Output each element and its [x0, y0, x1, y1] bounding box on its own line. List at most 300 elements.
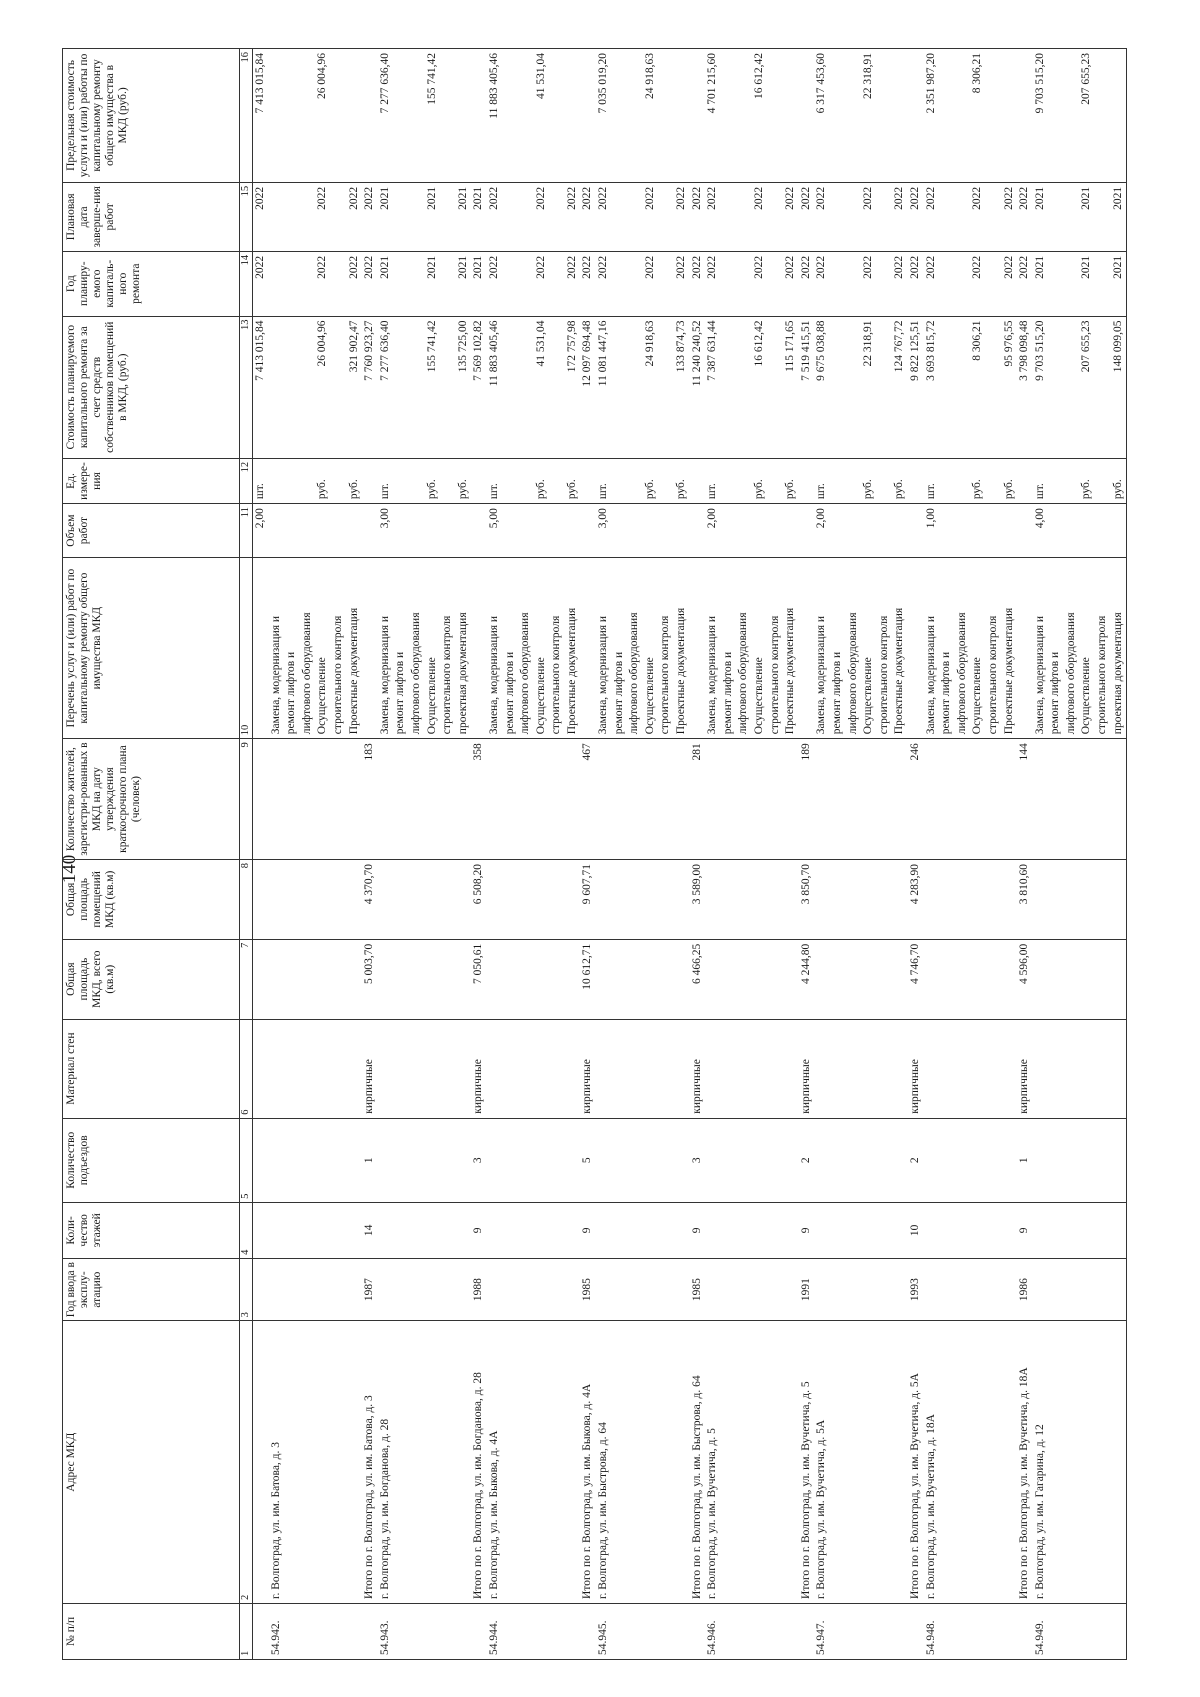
- volume-cell: [612, 504, 628, 558]
- col-number: 12: [240, 458, 253, 503]
- work-item-cell: Замена, модернизация и: [705, 558, 721, 739]
- completion-date-cell: [939, 182, 955, 251]
- unit-cell: [986, 458, 1002, 503]
- total-area-cell: [1111, 939, 1127, 1019]
- row-number-cell: [1048, 1603, 1064, 1659]
- total-area-cell: [456, 939, 472, 1019]
- entrances-cell: [814, 1118, 830, 1202]
- premises-area-cell: [627, 859, 643, 939]
- row-number-cell: [690, 1603, 706, 1659]
- total-area-cell: [487, 939, 503, 1019]
- volume-cell: 2,00: [814, 504, 830, 558]
- premises-area-cell: [612, 859, 628, 939]
- wall-material-cell: [393, 1019, 409, 1118]
- repair-year-cell: [955, 251, 971, 316]
- address-cell: г. Волгоград, ул. им. Богданова, д. 28: [378, 1321, 394, 1604]
- floors-cell: [331, 1202, 347, 1258]
- year-built-cell: [658, 1258, 674, 1321]
- cost-cell: 3 693 815,72: [924, 316, 940, 458]
- premises-area-cell: [658, 859, 674, 939]
- year-built-cell: 1986: [1017, 1258, 1033, 1321]
- entrances-cell: [1002, 1118, 1018, 1202]
- work-item-cell: строительного контроля: [549, 558, 565, 739]
- floors-cell: 9: [799, 1202, 815, 1258]
- row-number-cell: [440, 1603, 456, 1659]
- completion-date-cell: [300, 182, 316, 251]
- completion-date-cell: 2022: [674, 182, 690, 251]
- total-area-cell: [830, 939, 846, 1019]
- cost-cell: [768, 316, 784, 458]
- table-row: [284, 49, 300, 1660]
- work-item-cell: Осуществление: [861, 558, 877, 739]
- wall-material-cell: [643, 1019, 659, 1118]
- unit-cell: руб.: [1079, 458, 1095, 503]
- completion-date-cell: [955, 182, 971, 251]
- cost-cell: [269, 316, 285, 458]
- premises-area-cell: [705, 859, 721, 939]
- address-cell: [1002, 1321, 1018, 1604]
- completion-date-cell: 2022: [565, 182, 581, 251]
- wall-material-cell: [596, 1019, 612, 1118]
- work-item-cell: Осуществление: [970, 558, 986, 739]
- volume-cell: [1095, 504, 1111, 558]
- year-built-cell: [565, 1258, 581, 1321]
- max-cost-cell: [362, 49, 378, 183]
- row-number-cell: [970, 1603, 986, 1659]
- premises-area-cell: 4 370,70: [362, 859, 378, 939]
- entrances-cell: [1079, 1118, 1095, 1202]
- repair-year-cell: 2021: [456, 251, 472, 316]
- entrances-cell: [534, 1118, 550, 1202]
- premises-area-cell: [284, 859, 300, 939]
- repair-year-cell: [846, 251, 862, 316]
- table-row: [315, 49, 331, 1660]
- residents-cell: [877, 739, 893, 860]
- residents-cell: [331, 739, 347, 860]
- total-area-cell: [861, 939, 877, 1019]
- table-row: [347, 49, 363, 1660]
- max-cost-cell: [939, 49, 955, 183]
- entrances-cell: [456, 1118, 472, 1202]
- repair-year-cell: 2022: [674, 251, 690, 316]
- wall-material-cell: [425, 1019, 441, 1118]
- max-cost-cell: 26 004,96: [315, 49, 331, 183]
- volume-cell: [284, 504, 300, 558]
- col-number: 5: [240, 1118, 253, 1202]
- premises-area-cell: [503, 859, 519, 939]
- floors-cell: [736, 1202, 752, 1258]
- work-item-cell: строительного контроля: [986, 558, 1002, 739]
- entrances-cell: [1064, 1118, 1080, 1202]
- max-cost-cell: [503, 49, 519, 183]
- entrances-cell: 2: [799, 1118, 815, 1202]
- volume-cell: 3,00: [378, 504, 394, 558]
- entrances-cell: 3: [471, 1118, 487, 1202]
- col-number: 10: [240, 558, 253, 739]
- wall-material-cell: [1048, 1019, 1064, 1118]
- address-cell: г. Волгоград, ул. им. Вучетича, д. 5А: [814, 1321, 830, 1604]
- col-header-residents: Количество жителей, зарегистри-рованных в МКД на дату утверждения краткосрочного плана (человек): [63, 739, 240, 860]
- address-cell: Итого по г. Волгоград, ул. им. Вучетича, д. 18А: [1017, 1321, 1033, 1604]
- residents-cell: [1095, 739, 1111, 860]
- wall-material-cell: [814, 1019, 830, 1118]
- entrances-cell: [253, 1118, 269, 1202]
- volume-cell: 5,00: [487, 504, 503, 558]
- address-cell: [846, 1321, 862, 1604]
- wall-material-cell: [924, 1019, 940, 1118]
- repair-year-cell: 2022: [705, 251, 721, 316]
- unit-cell: руб.: [565, 458, 581, 503]
- wall-material-cell: [736, 1019, 752, 1118]
- floors-cell: [955, 1202, 971, 1258]
- wall-material-cell: [1079, 1019, 1095, 1118]
- premises-area-cell: [1002, 859, 1018, 939]
- cost-cell: [1048, 316, 1064, 458]
- residents-cell: [253, 739, 269, 860]
- address-cell: [456, 1321, 472, 1604]
- total-area-cell: [846, 939, 862, 1019]
- work-item-cell: Замена, модернизация и: [269, 558, 285, 739]
- premises-area-cell: [986, 859, 1002, 939]
- entrances-cell: [783, 1118, 799, 1202]
- premises-area-cell: [768, 859, 784, 939]
- wall-material-cell: [627, 1019, 643, 1118]
- completion-date-cell: [986, 182, 1002, 251]
- row-number-cell: [1002, 1603, 1018, 1659]
- work-item-cell: строительного контроля: [658, 558, 674, 739]
- floors-cell: [1048, 1202, 1064, 1258]
- repair-year-cell: 2022: [892, 251, 908, 316]
- address-cell: [534, 1321, 550, 1604]
- col-header-volume: Объем работ: [63, 504, 240, 558]
- max-cost-cell: 9 703 515,20: [1033, 49, 1049, 183]
- volume-cell: [565, 504, 581, 558]
- entrances-cell: [425, 1118, 441, 1202]
- max-cost-cell: [892, 49, 908, 183]
- table-row: [1033, 49, 1049, 1660]
- wall-material-cell: [674, 1019, 690, 1118]
- address-cell: [752, 1321, 768, 1604]
- total-area-cell: [1095, 939, 1111, 1019]
- row-number-cell: [347, 1603, 363, 1659]
- row-number-cell: [736, 1603, 752, 1659]
- total-area-cell: [892, 939, 908, 1019]
- floors-cell: [1111, 1202, 1127, 1258]
- cost-cell: 22 318,91: [861, 316, 877, 458]
- total-area-cell: [955, 939, 971, 1019]
- repair-year-cell: 2022: [565, 251, 581, 316]
- address-cell: Итого по г. Волгоград, ул. им. Вучетича, д. 5: [799, 1321, 815, 1604]
- repair-year-cell: [393, 251, 409, 316]
- year-built-cell: [814, 1258, 830, 1321]
- table-row: [1048, 49, 1064, 1660]
- floors-cell: [658, 1202, 674, 1258]
- table-row: [752, 49, 768, 1660]
- total-area-cell: [970, 939, 986, 1019]
- row-number-cell: 54.947.: [814, 1603, 830, 1659]
- cost-cell: 26 004,96: [315, 316, 331, 458]
- unit-cell: руб.: [892, 458, 908, 503]
- repair-year-cell: [331, 251, 347, 316]
- volume-cell: [393, 504, 409, 558]
- address-cell: [1064, 1321, 1080, 1604]
- work-item-cell: Замена, модернизация и: [378, 558, 394, 739]
- entrances-cell: [970, 1118, 986, 1202]
- max-cost-cell: [830, 49, 846, 183]
- floors-cell: [783, 1202, 799, 1258]
- floors-cell: [705, 1202, 721, 1258]
- volume-cell: [752, 504, 768, 558]
- wall-material-cell: [721, 1019, 737, 1118]
- year-built-cell: [1048, 1258, 1064, 1321]
- wall-material-cell: кирпичные: [799, 1019, 815, 1118]
- col-number: 6: [240, 1019, 253, 1118]
- row-number-cell: [861, 1603, 877, 1659]
- unit-cell: [908, 458, 924, 503]
- total-area-cell: [315, 939, 331, 1019]
- work-item-cell: [1017, 558, 1033, 739]
- address-cell: [347, 1321, 363, 1604]
- wall-material-cell: [939, 1019, 955, 1118]
- work-item-cell: [690, 558, 706, 739]
- year-built-cell: 1991: [799, 1258, 815, 1321]
- col-number: 2: [240, 1321, 253, 1604]
- max-cost-cell: [674, 49, 690, 183]
- volume-cell: [362, 504, 378, 558]
- max-cost-cell: [300, 49, 316, 183]
- residents-cell: 467: [580, 739, 596, 860]
- col-header-premises-area: Общая площадь помещений МКД (кв.м): [63, 859, 240, 939]
- year-built-cell: [892, 1258, 908, 1321]
- repair-year-cell: [658, 251, 674, 316]
- table-row: [300, 49, 316, 1660]
- year-built-cell: [456, 1258, 472, 1321]
- row-number-cell: [503, 1603, 519, 1659]
- wall-material-cell: [970, 1019, 986, 1118]
- unit-cell: руб.: [315, 458, 331, 503]
- row-number-cell: 54.949.: [1033, 1603, 1049, 1659]
- total-area-cell: [721, 939, 737, 1019]
- max-cost-cell: 7 035 019,20: [596, 49, 612, 183]
- row-number-cell: [471, 1603, 487, 1659]
- col-number: 14: [240, 251, 253, 316]
- max-cost-cell: [580, 49, 596, 183]
- repair-year-cell: 2022: [752, 251, 768, 316]
- volume-cell: [721, 504, 737, 558]
- unit-cell: [331, 458, 347, 503]
- unit-cell: [1017, 458, 1033, 503]
- address-cell: [955, 1321, 971, 1604]
- total-area-cell: [814, 939, 830, 1019]
- wall-material-cell: [612, 1019, 628, 1118]
- cost-cell: [300, 316, 316, 458]
- year-built-cell: [487, 1258, 503, 1321]
- premises-area-cell: [269, 859, 285, 939]
- table-row: [331, 49, 347, 1660]
- table-row: [814, 49, 830, 1660]
- year-built-cell: [409, 1258, 425, 1321]
- cost-cell: 11 081 447,16: [596, 316, 612, 458]
- row-number-cell: 54.942.: [269, 1603, 285, 1659]
- work-item-cell: ремонт лифтов и: [284, 558, 300, 739]
- entrances-cell: [393, 1118, 409, 1202]
- floors-cell: [627, 1202, 643, 1258]
- max-cost-cell: 2 351 987,20: [924, 49, 940, 183]
- premises-area-cell: [315, 859, 331, 939]
- entrances-cell: [830, 1118, 846, 1202]
- repair-year-cell: [612, 251, 628, 316]
- work-item-cell: ремонт лифтов и: [830, 558, 846, 739]
- premises-area-cell: [830, 859, 846, 939]
- total-area-cell: [284, 939, 300, 1019]
- residents-cell: [487, 739, 503, 860]
- completion-date-cell: 2022: [580, 182, 596, 251]
- wall-material-cell: [861, 1019, 877, 1118]
- year-built-cell: [284, 1258, 300, 1321]
- premises-area-cell: [393, 859, 409, 939]
- residents-cell: [830, 739, 846, 860]
- table-row: [378, 49, 394, 1660]
- row-number-cell: [393, 1603, 409, 1659]
- address-cell: [658, 1321, 674, 1604]
- table-row: [393, 49, 409, 1660]
- cost-cell: 7 387 631,44: [705, 316, 721, 458]
- unit-cell: шт.: [487, 458, 503, 503]
- work-item-cell: Замена, модернизация и: [924, 558, 940, 739]
- address-cell: [331, 1321, 347, 1604]
- completion-date-cell: [627, 182, 643, 251]
- wall-material-cell: [456, 1019, 472, 1118]
- premises-area-cell: [549, 859, 565, 939]
- max-cost-cell: [565, 49, 581, 183]
- wall-material-cell: [331, 1019, 347, 1118]
- unit-cell: [612, 458, 628, 503]
- entrances-cell: [955, 1118, 971, 1202]
- col-header-cost: Стоимость планируемого капитального ремонта за счет средств собственников помещений в МКД, (руб.): [63, 316, 240, 458]
- cost-cell: [1095, 316, 1111, 458]
- page-number: 140: [59, 854, 80, 884]
- completion-date-cell: [1048, 182, 1064, 251]
- volume-cell: 2,00: [705, 504, 721, 558]
- address-cell: [612, 1321, 628, 1604]
- completion-date-cell: 2022: [1017, 182, 1033, 251]
- table-row: [253, 49, 269, 1660]
- wall-material-cell: [830, 1019, 846, 1118]
- address-cell: [253, 1321, 269, 1604]
- residents-cell: [1079, 739, 1095, 860]
- total-area-cell: 10 612,71: [580, 939, 596, 1019]
- premises-area-cell: [892, 859, 908, 939]
- premises-area-cell: [1033, 859, 1049, 939]
- wall-material-cell: [409, 1019, 425, 1118]
- floors-cell: [924, 1202, 940, 1258]
- floors-cell: [1064, 1202, 1080, 1258]
- repair-year-cell: 2021: [425, 251, 441, 316]
- entrances-cell: [658, 1118, 674, 1202]
- total-area-cell: 4 596,00: [1017, 939, 1033, 1019]
- address-cell: [1111, 1321, 1127, 1604]
- address-cell: [861, 1321, 877, 1604]
- cost-cell: 207 655,23: [1079, 316, 1095, 458]
- completion-date-cell: [393, 182, 409, 251]
- floors-cell: [253, 1202, 269, 1258]
- wall-material-cell: кирпичные: [690, 1019, 706, 1118]
- unit-cell: шт.: [596, 458, 612, 503]
- unit-cell: [721, 458, 737, 503]
- year-built-cell: 1988: [471, 1258, 487, 1321]
- floors-cell: [503, 1202, 519, 1258]
- repair-year-cell: [1064, 251, 1080, 316]
- entrances-cell: [674, 1118, 690, 1202]
- repair-year-cell: 2021: [1079, 251, 1095, 316]
- row-number-cell: [674, 1603, 690, 1659]
- row-number-cell: [580, 1603, 596, 1659]
- floors-cell: [892, 1202, 908, 1258]
- completion-date-cell: [877, 182, 893, 251]
- year-built-cell: [877, 1258, 893, 1321]
- work-item-cell: [362, 558, 378, 739]
- wall-material-cell: [253, 1019, 269, 1118]
- cost-cell: [830, 316, 846, 458]
- unit-cell: шт.: [378, 458, 394, 503]
- year-built-cell: [705, 1258, 721, 1321]
- premises-area-cell: 4 283,90: [908, 859, 924, 939]
- wall-material-cell: [658, 1019, 674, 1118]
- cost-cell: [877, 316, 893, 458]
- volume-cell: [939, 504, 955, 558]
- col-number: 9: [240, 739, 253, 860]
- residents-cell: [783, 739, 799, 860]
- total-area-cell: 4 244,80: [799, 939, 815, 1019]
- table-row: [565, 49, 581, 1660]
- table-row: [534, 49, 550, 1660]
- cost-cell: 9 822 125,51: [908, 316, 924, 458]
- entrances-cell: 3: [690, 1118, 706, 1202]
- work-item-cell: ремонт лифтов и: [612, 558, 628, 739]
- premises-area-cell: 3 589,00: [690, 859, 706, 939]
- col-number: 8: [240, 859, 253, 939]
- floors-cell: [752, 1202, 768, 1258]
- premises-area-cell: [1079, 859, 1095, 939]
- entrances-cell: [643, 1118, 659, 1202]
- premises-area-cell: [565, 859, 581, 939]
- work-item-cell: строительного контроля: [1095, 558, 1111, 739]
- work-item-cell: Замена, модернизация и: [487, 558, 503, 739]
- address-cell: г. Волгоград, ул. им. Батова, д. 3: [269, 1321, 285, 1604]
- wall-material-cell: [565, 1019, 581, 1118]
- table-row: [908, 49, 924, 1660]
- completion-date-cell: 2022: [892, 182, 908, 251]
- table-row: [612, 49, 628, 1660]
- entrances-cell: [721, 1118, 737, 1202]
- floors-cell: [721, 1202, 737, 1258]
- cost-cell: 155 741,42: [425, 316, 441, 458]
- year-built-cell: [549, 1258, 565, 1321]
- address-cell: [783, 1321, 799, 1604]
- work-item-cell: Проектные документация: [674, 558, 690, 739]
- col-number: 3: [240, 1258, 253, 1321]
- volume-cell: [799, 504, 815, 558]
- max-cost-cell: [549, 49, 565, 183]
- floors-cell: [643, 1202, 659, 1258]
- max-cost-cell: [721, 49, 737, 183]
- wall-material-cell: [440, 1019, 456, 1118]
- max-cost-cell: 41 531,04: [534, 49, 550, 183]
- row-number-cell: [425, 1603, 441, 1659]
- residents-cell: [1002, 739, 1018, 860]
- floors-cell: [877, 1202, 893, 1258]
- cost-cell: [986, 316, 1002, 458]
